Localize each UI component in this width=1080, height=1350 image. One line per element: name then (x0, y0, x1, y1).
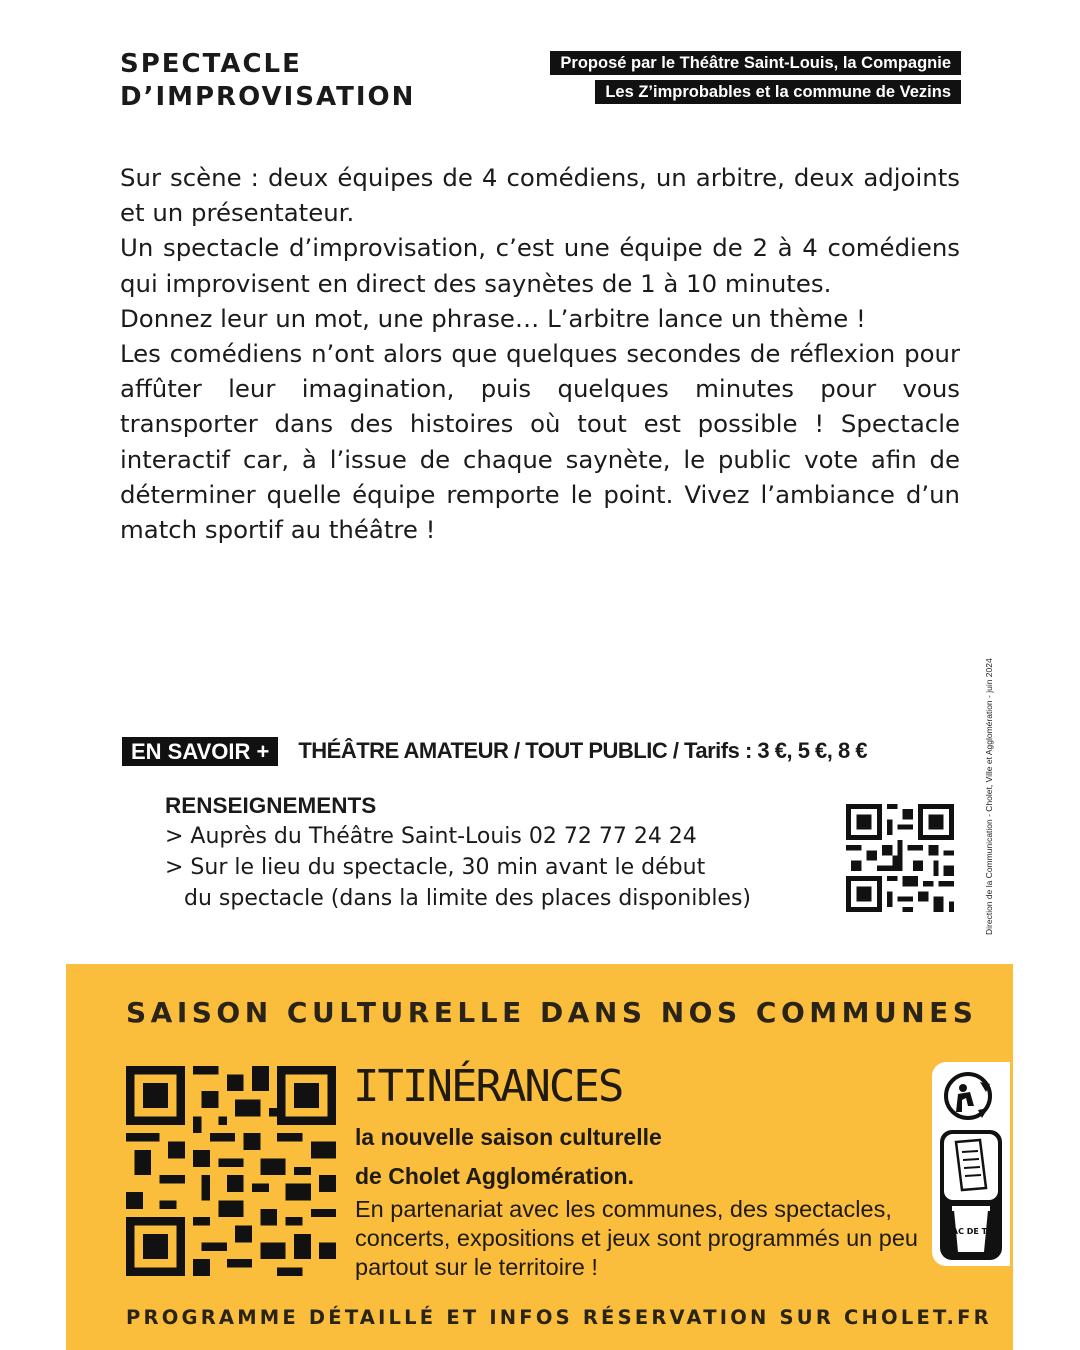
vertical-credit: Direction de la Communication - Cholet, Ville et Agglomération - juin 2024 (984, 658, 994, 935)
renseignements-block (165, 790, 751, 914)
organizer-line-2: Les Z’improbables et la commune de Vezins (595, 80, 961, 104)
info-row (122, 736, 867, 766)
season-tagline (355, 1118, 662, 1196)
season-footer: PROGRAMME DÉTAILLÉ ET INFOS RÉSERVATION SUR CHOLET.FR (126, 1306, 992, 1329)
recycling-info (932, 1062, 1010, 1266)
description-paragraph-2: Un spectacle d’improvisation, c’est une équipe de 2 à 4 comédiens qui improvisent en direct des saynètes de 1 à 10 minutes. (120, 233, 960, 298)
qr-code-icon (126, 1066, 336, 1276)
organizer-line-1: Proposé par le Théâtre Saint-Louis, la Compagnie (550, 51, 961, 75)
description-paragraph-3: Donnez leur un mot, une phrase… L’arbitre lance un thème ! (120, 303, 866, 333)
triman-recycling-icon (946, 1074, 990, 1118)
paper-document-icon (956, 1140, 986, 1190)
title-line-1: SPECTACLE (120, 49, 302, 79)
season-title: SAISON CULTURELLE DANS NOS COMMUNES (126, 996, 978, 1029)
description (120, 160, 960, 547)
renseignements-line-3: du spectacle (dans la limite des places disponibles) (184, 886, 752, 911)
renseignements-line-2: > Sur le lieu du spectacle, 30 min avant le début (165, 855, 706, 880)
renseignements-line-1: > Auprès du Théâtre Saint-Louis 02 72 77 24 24 (165, 824, 697, 849)
description-paragraph-4: Les comédiens n’ont alors que quelques secondes de réflexion pour affûter leur imagination, puis quelques minutes pour vous transporter dans des histoires où tout est possible ! Spectacle interactif car, à l’issue de chaque saynète, le public vote afin de déterminer quelle équipe remporte le point. Vivez l’ambiance d’un match sportif au théâtre ! (120, 339, 960, 545)
bac-de-tri-label: BAC DE TRI (945, 1227, 997, 1236)
title-line-2: D’IMPROVISATION (120, 82, 416, 112)
itinerances-brand: ITINÉRANCES (353, 1061, 623, 1112)
en-savoir-plus-badge: EN SAVOIR + (122, 737, 278, 766)
tagline-line-2: de Cholet Agglomération. (355, 1163, 634, 1189)
organizer-banner (491, 49, 961, 107)
partnership-text: En partenariat avec les communes, des spectacles, concerts, expositions et jeux sont programmés un peu partout sur le territoire ! (355, 1196, 918, 1280)
page-title (120, 48, 415, 114)
description-paragraph-1: Sur scène : deux équipes de 4 comédiens, un arbitre, deux adjoints et un présentateur. (120, 163, 960, 228)
category-and-prices: THÉÂTRE AMATEUR / TOUT PUBLIC / Tarifs : 3 €, 5 €, 8 € (298, 738, 868, 763)
qr-code-icon (846, 804, 954, 912)
tagline-line-1: la nouvelle saison culturelle (355, 1124, 662, 1150)
renseignements-heading: RENSEIGNEMENTS (165, 793, 377, 818)
